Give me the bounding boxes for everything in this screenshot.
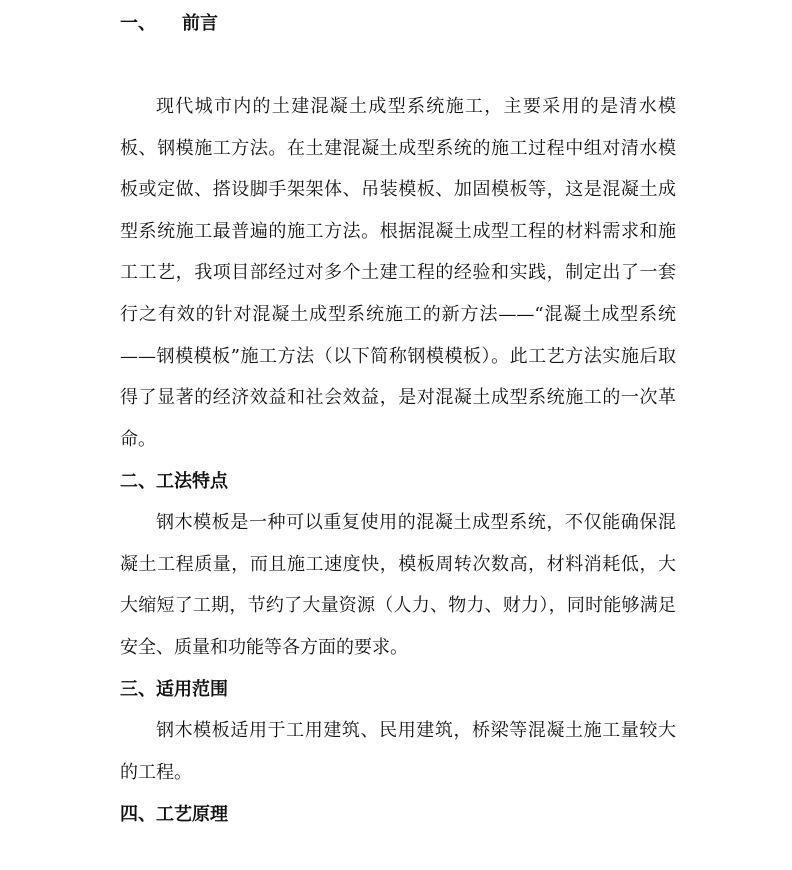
section-paragraph-preface: 现代城市内的土建混凝土成型系统施工，主要采用的是清水模板、钢模施工方法。在土建混凝土成型系统的施工过程中组对清水模板或定做、搭设脚手架架体、吊装模板、加固模板等，这是混凝土成型系统施工最普遍的施工方法。根据混凝土成型工程的材料需求和施工工艺，我项目部经过对多个土建工程的经验和实践，制定出了一套行之有效的针对混凝土成型系统施工的新方法——“混凝土成型系统——钢模模板”施工方法（以下简称钢模模板）。此工艺方法实施后取得了显著的经济效益和社会效益，是对混凝土成型系统施工的一次革命。 [120,96,676,450]
section-heading-preface [120,12,218,36]
section-paragraph-features: 钢木模板是一种可以重复使用的混凝土成型系统，不仅能确保混凝土工程质量，而且施工速度快，模板周转次数高，材料消耗低，大大缩短了工期，节约了大量资源（人力、物力、财力），同时能够满足安全、质量和功能等各方面的要求。 [120,512,676,658]
section-number: 四、 [120,804,156,825]
section-heading-principle [120,803,228,827]
section-title: 前言 [182,13,218,34]
section-title: 工艺原理 [156,804,228,825]
section-title: 适用范围 [156,679,228,700]
section-heading-features [120,470,228,494]
section-title: 工法特点 [156,471,228,492]
section-number: 三、 [120,679,156,700]
section-number: 二、 [120,471,156,492]
section-number: 一、 [120,13,156,34]
section-paragraph-scope: 钢木模板适用于工用建筑、民用建筑，桥梁等混凝土施工量较大的工程。 [120,720,676,783]
section-heading-scope [120,678,228,702]
